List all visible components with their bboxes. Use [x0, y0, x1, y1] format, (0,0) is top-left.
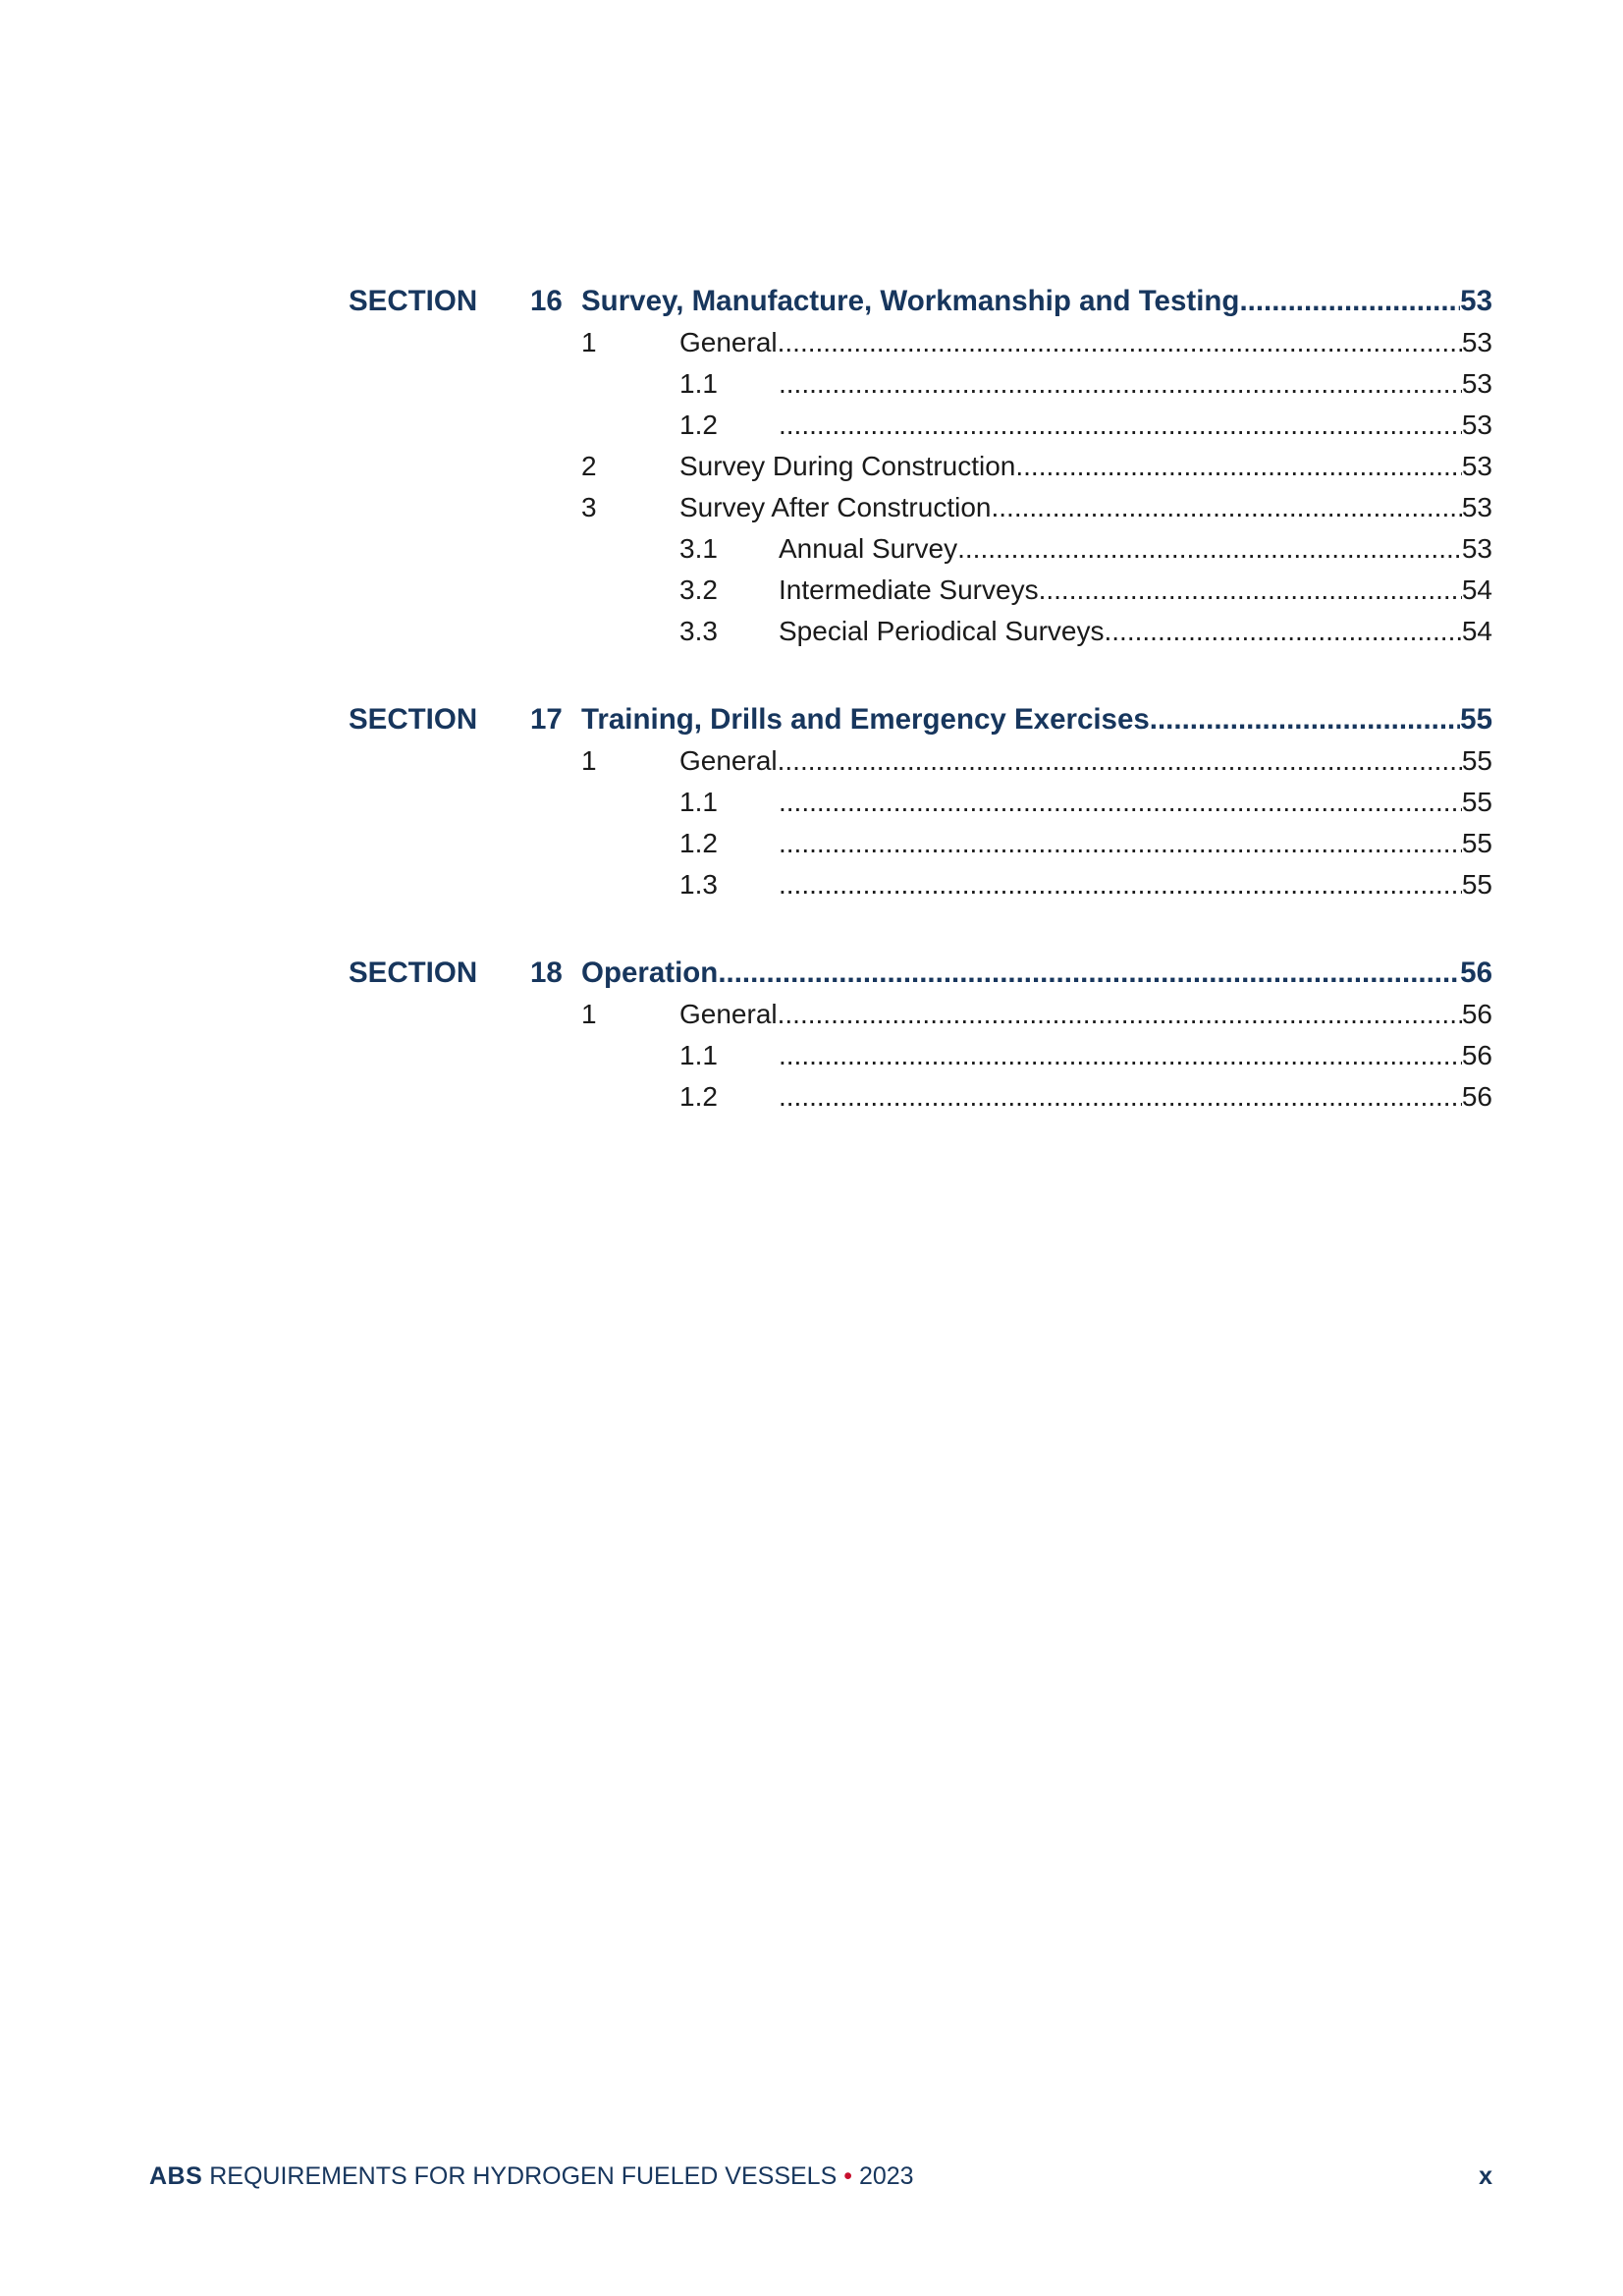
- toc-entry-number: 1: [581, 745, 597, 776]
- dot-leader: [778, 741, 1462, 781]
- toc-leader: [779, 1036, 1492, 1075]
- toc-entry-number: 1.3: [679, 869, 718, 900]
- toc-leader: [779, 1077, 1492, 1117]
- toc-page-number: 56: [1461, 1040, 1492, 1070]
- toc-entry-number: 3.3: [679, 616, 718, 646]
- toc-entry: [0, 406, 1623, 445]
- abs-logo: ABS: [149, 2162, 203, 2190]
- toc-entry-title: General: [679, 745, 778, 776]
- toc-entry-number: 1.2: [679, 828, 718, 858]
- toc-leader: [779, 612, 1492, 651]
- toc-entry: [0, 741, 1623, 781]
- dot-leader: [1015, 447, 1461, 486]
- toc-entry: [0, 529, 1623, 569]
- toc-page-number: 54: [1461, 574, 1492, 605]
- toc-page-number: 55: [1461, 745, 1492, 776]
- toc-entry: [0, 783, 1623, 822]
- toc-entry: [0, 824, 1623, 863]
- toc-entry-number: 3.1: [679, 533, 718, 564]
- document-year: 2023: [858, 2162, 914, 2190]
- toc-entry: [0, 488, 1623, 527]
- toc-page-number: 54: [1461, 616, 1492, 646]
- toc-leader: [679, 995, 1492, 1034]
- toc-page-number: 55: [1461, 787, 1492, 817]
- dot-leader: [779, 865, 1462, 904]
- dot-leader: [779, 783, 1462, 822]
- toc-entry-number: 2: [581, 451, 597, 481]
- toc-entry-number: 1.1: [679, 368, 718, 399]
- toc-page-number: 53: [1460, 285, 1492, 317]
- toc-entry: [0, 865, 1623, 904]
- toc-leader: [581, 700, 1492, 739]
- dot-leader: [778, 995, 1462, 1034]
- toc-section-heading: [0, 954, 1623, 993]
- toc-entry-number: 1.2: [679, 410, 718, 440]
- toc-leader: [679, 323, 1492, 362]
- toc-entry-number: 1.1: [679, 787, 718, 817]
- footer-title: [149, 2157, 914, 2196]
- toc-leader: [779, 571, 1492, 610]
- toc-entry: [0, 323, 1623, 362]
- document-title: REQUIREMENTS FOR HYDROGEN FUELED VESSELS: [209, 2162, 838, 2190]
- toc-page-number: 55: [1461, 869, 1492, 900]
- toc-page-number: 53: [1461, 533, 1492, 564]
- toc-entry-title: Survey During Construction: [679, 451, 1016, 481]
- toc-entry-number: 1.2: [679, 1081, 718, 1112]
- section-number: 17: [530, 703, 563, 736]
- dot-leader: [779, 1077, 1462, 1117]
- dot-leader: [1150, 700, 1460, 739]
- dot-leader: [1239, 282, 1460, 321]
- toc-page-number: 56: [1460, 957, 1492, 989]
- toc-entry-title: Survey After Construction: [679, 492, 992, 522]
- toc-page-number: 53: [1461, 492, 1492, 522]
- toc-entry-title: Special Periodical Surveys: [779, 616, 1105, 646]
- section-number: 16: [530, 285, 563, 317]
- toc-entry: [0, 571, 1623, 610]
- dot-leader: [779, 1036, 1462, 1075]
- section-label: SECTION: [349, 957, 478, 989]
- toc-leader: [779, 783, 1492, 822]
- toc-leader: [581, 954, 1492, 993]
- toc-entry-title: Operation: [581, 957, 719, 989]
- toc-section-heading: [0, 282, 1623, 321]
- dot-leader: [1039, 571, 1462, 610]
- toc-entry-number: 1: [581, 327, 597, 357]
- toc-page-number: 53: [1461, 410, 1492, 440]
- toc-entry-number: 1.1: [679, 1040, 718, 1070]
- toc-leader: [679, 741, 1492, 781]
- dot-leader: [779, 364, 1462, 404]
- footer-page-number: x: [1479, 2162, 1492, 2190]
- toc-entry-number: 3: [581, 492, 597, 522]
- toc-entry-title: General: [679, 327, 778, 357]
- dot-leader: [991, 488, 1461, 527]
- toc-entry-title: Training, Drills and Emergency Exercises: [581, 703, 1150, 736]
- toc-entry: [0, 1036, 1623, 1075]
- dot-leader: [778, 323, 1462, 362]
- toc-entry: [0, 1077, 1623, 1117]
- toc-page-number: 53: [1461, 368, 1492, 399]
- toc-page-number: 56: [1461, 999, 1492, 1029]
- dot-leader: [957, 529, 1462, 569]
- toc-leader: [581, 282, 1492, 321]
- section-number: 18: [530, 957, 563, 989]
- toc-entry: [0, 612, 1623, 651]
- toc-page-number: 55: [1461, 828, 1492, 858]
- toc-leader: [679, 447, 1492, 486]
- dot-leader: [1105, 612, 1462, 651]
- toc-page-number: 53: [1461, 451, 1492, 481]
- dot-leader: [718, 954, 1460, 993]
- toc-entry: [0, 995, 1623, 1034]
- toc-leader: [779, 824, 1492, 863]
- toc-page-number: 56: [1461, 1081, 1492, 1112]
- section-label: SECTION: [349, 703, 478, 736]
- toc-leader: [779, 406, 1492, 445]
- toc-entry-title: General: [679, 999, 778, 1029]
- toc-leader: [779, 364, 1492, 404]
- dot-leader: [779, 406, 1462, 445]
- toc-leader: [779, 865, 1492, 904]
- toc-section-heading: [0, 700, 1623, 739]
- toc-page-number: 53: [1461, 327, 1492, 357]
- toc-entry: [0, 364, 1623, 404]
- toc-leader: [679, 488, 1492, 527]
- toc-leader: [779, 529, 1492, 569]
- toc-entry-number: 3.2: [679, 574, 718, 605]
- section-label: SECTION: [349, 285, 478, 317]
- bullet-separator: •: [843, 2162, 852, 2190]
- toc-entry-number: 1: [581, 999, 597, 1029]
- dot-leader: [779, 824, 1462, 863]
- toc-entry-title: Survey, Manufacture, Workmanship and Testing: [581, 285, 1240, 317]
- toc-entry: [0, 447, 1623, 486]
- toc-page-number: 55: [1460, 703, 1492, 736]
- toc-entry-title: Annual Survey: [779, 533, 958, 564]
- toc-entry-title: Intermediate Surveys: [779, 574, 1039, 605]
